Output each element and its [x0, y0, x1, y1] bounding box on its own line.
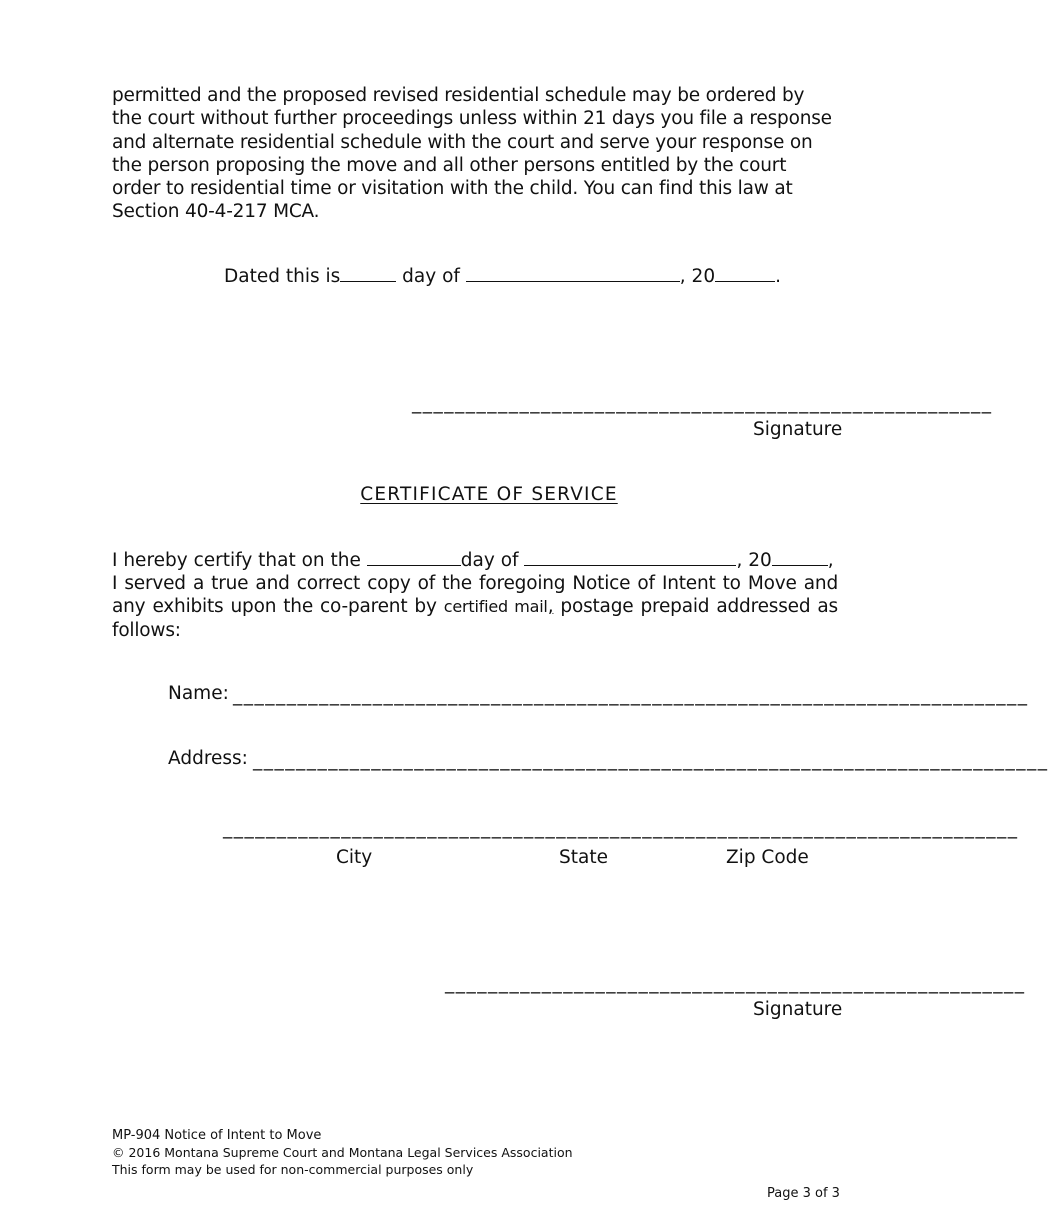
dated-day-blank[interactable] — [340, 265, 396, 282]
signature-label-2: Signature — [753, 999, 843, 1020]
name-label: Name: — [168, 683, 229, 704]
dated-end: . — [775, 266, 781, 287]
dated-year-prefix: , 20 — [679, 266, 716, 287]
dated-year-blank[interactable] — [715, 265, 775, 282]
name-line[interactable]: __________________________________________________________________________ — [233, 685, 1029, 706]
certify-day-blank[interactable] — [367, 549, 461, 566]
signature-line-2[interactable]: ______________________________________________________ — [445, 973, 1026, 994]
state-label: State — [559, 847, 608, 868]
address-label: Address: — [168, 748, 248, 769]
dated-month-blank[interactable] — [466, 265, 680, 282]
footer-usage: This form may be used for non-commercial purposes only — [112, 1162, 474, 1177]
certificate-title: CERTIFICATE OF SERVICE — [360, 484, 618, 505]
certify-line — [112, 549, 834, 571]
footer-form-id: MP-904 Notice of Intent to Move — [112, 1128, 322, 1143]
dated-line — [224, 265, 781, 287]
city-label: City — [336, 847, 373, 868]
signature-line-1[interactable]: ______________________________________________________ — [412, 393, 993, 414]
footer-page-number: Page 3 of 3 — [767, 1186, 840, 1201]
intro-paragraph: permitted and the proposed revised residential schedule may be ordered by the court without further proceedings unless within 21 days you file a response and alternate residential schedule with the court and serve your response on the person proposing the move and all other persons entitled by the court order to residential time or visitation with the child. You can find this law at Section 40-4-217 MCA. — [112, 85, 832, 223]
zip-label: Zip Code — [726, 847, 809, 868]
certify-end: , — [827, 550, 834, 571]
certify-prefix: I hereby certify that on the — [112, 550, 361, 571]
certify-year-blank[interactable] — [772, 549, 828, 566]
certify-day-of: day of — [460, 550, 519, 571]
certify-month-blank[interactable] — [524, 549, 736, 566]
certify-year-prefix: , 20 — [736, 550, 772, 571]
address-line[interactable]: __________________________________________________________________________ — [253, 750, 1049, 771]
service-paragraph: I served a true and correct copy of the foregoing Notice of Intent to Move and any exhibits upon the co-parent by certified mail, postage prepaid addressed as follows: — [112, 573, 838, 641]
footer-copyright: © 2016 Montana Supreme Court and Montana Legal Services Association — [112, 1145, 573, 1160]
dated-prefix: Dated this is — [224, 266, 341, 287]
dated-day-of: day of — [402, 266, 460, 287]
signature-label-1: Signature — [753, 419, 843, 440]
service-method: certified mail — [443, 597, 548, 617]
city-state-zip-line[interactable]: __________________________________________________________________________ — [223, 818, 1019, 839]
